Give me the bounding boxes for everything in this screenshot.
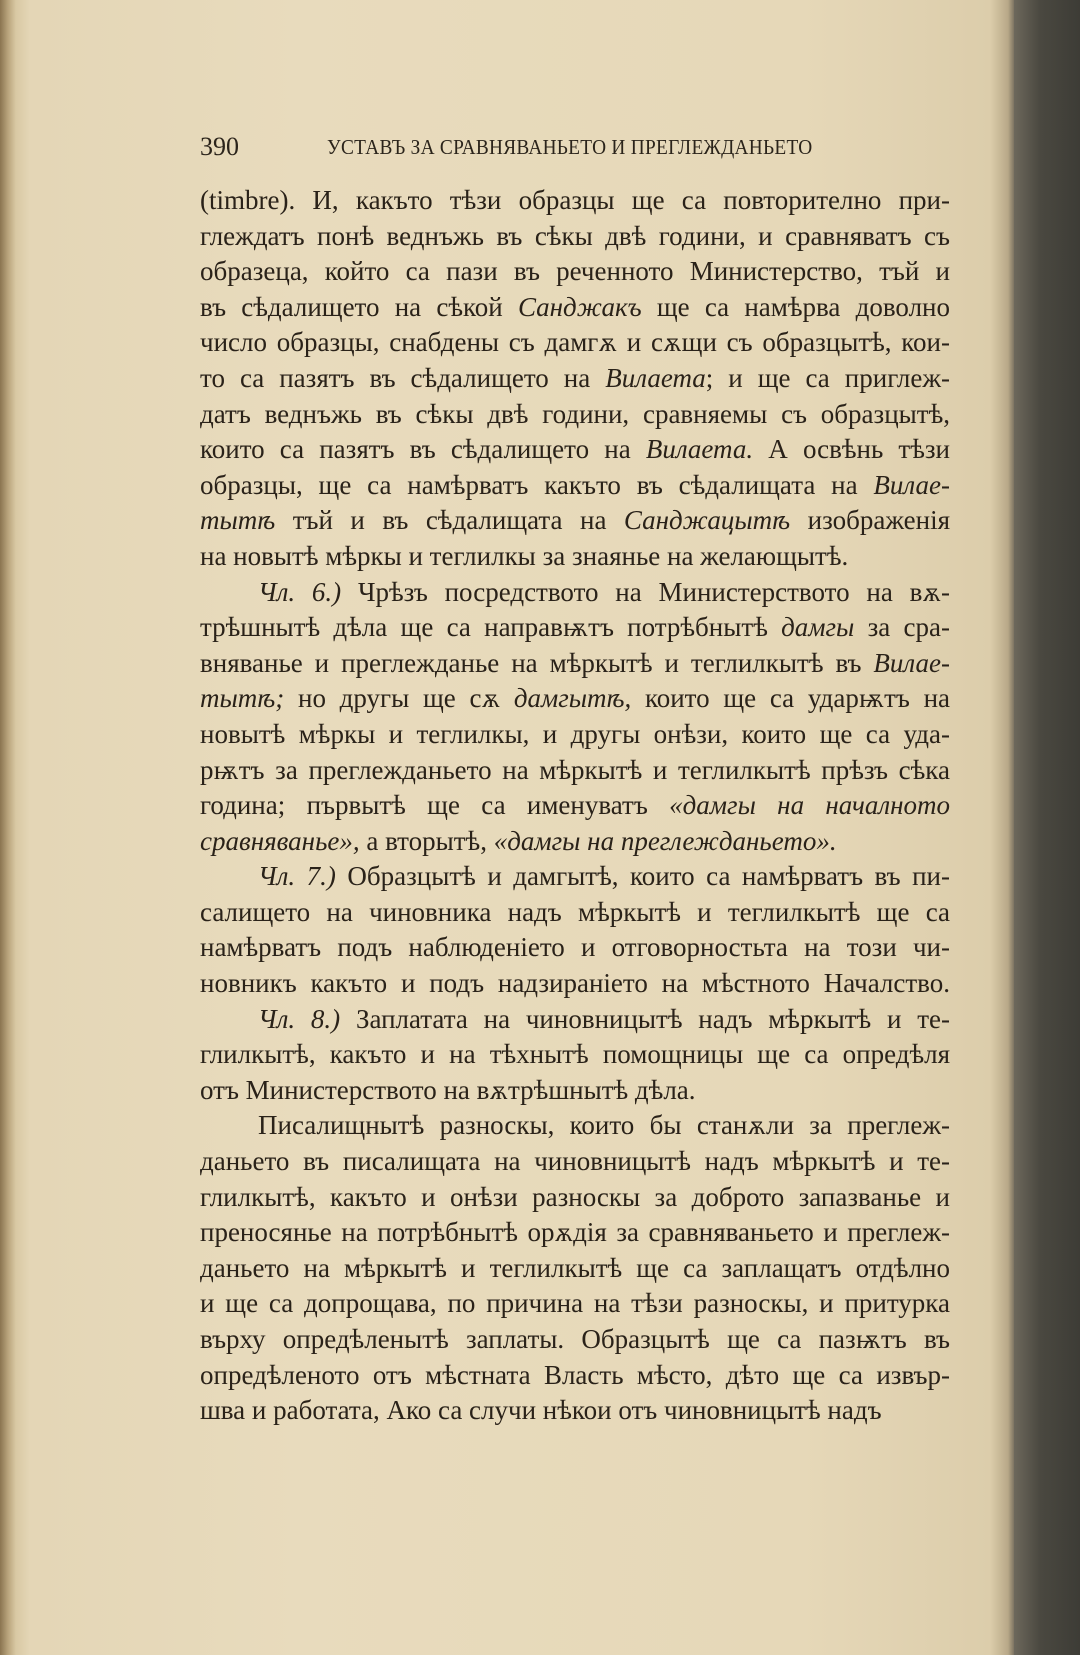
text-line [200,1393,950,1429]
text-line [200,1002,950,1038]
text-segment: на новытѣ мѣркы и теглилкы за знаянье на желающытѣ. [200,540,849,571]
text-line [200,1215,950,1251]
italic-text: Вилаета [605,362,706,393]
text-line [200,824,950,860]
paragraph [200,1108,950,1428]
text-line [200,539,950,575]
italic-text: Вилае- [873,647,950,678]
text-segment: въ сѣдалището на сѣкой [200,291,518,322]
text-segment: (timbre). И, какъто тѣзи образцы ще са повторително при- [200,185,950,215]
text-segment: които ще са ударѭтъ на [631,683,951,714]
text-line [200,290,950,326]
text-line [200,1108,950,1144]
text-line [200,610,950,646]
italic-text: Вилаета. [645,434,754,465]
text-segment: изображенія [790,505,950,536]
text-line [200,254,950,290]
text-line [200,717,950,753]
italic-text: Санджацытѣ [623,505,791,536]
text-segment: ще са намѣрва доволно [641,291,950,322]
text-segment: образцы, ще са намѣрватъ какъто въ сѣдалищата на [200,469,874,500]
text-segment: глилкытѣ, какъто и онѣзи разноскы за доброто запазванье и [200,1181,950,1212]
text-segment: шва и работата, Ако са случи нѣкои отъ чиновницытѣ надъ [200,1395,882,1426]
text-segment: година; първытѣ ще са именуватъ [200,790,670,821]
italic-text: «дамгы на началното [669,790,950,821]
text-line [200,930,950,966]
text-line [200,468,950,504]
text-segment: преносянье на потрѣбнытѣ орѫдія за сравняваньето и преглеж- [200,1217,950,1248]
text-line [200,1180,950,1216]
text-line [200,1073,950,1109]
italic-text: дамгы [781,612,855,643]
page-header [200,132,960,168]
text-line [200,895,950,931]
text-segment: А освѣнь тѣзи [753,434,950,465]
italic-text: тытѣ [200,505,276,536]
italic-text: тытѣ; [200,683,285,714]
text-segment: Образцытѣ и дамгытѣ, които са намѣрватъ въ пи- [335,861,950,892]
text-line [200,646,950,682]
text-segment: глилкытѣ, какъто и на тѣхнытѣ помощницы ще са опредѣля [200,1039,950,1070]
paragraph [200,859,950,1001]
text-segment: ; и ще са приглеж- [705,362,950,393]
text-segment: новникъ какъто и подъ надзираніето на мѣстното Началство. [200,968,950,999]
text-segment: то са пазятъ въ сѣдалището на [200,362,606,393]
italic-text: Чл. 6.) [258,576,342,607]
italic-text: Чл. 7.) [258,861,336,892]
text-line [200,575,950,611]
text-segment: образеца, който са пази въ реченното Министерство, тъй и [200,256,950,287]
text-segment: Чрѣзъ посредството на Министерството на вѫ- [341,576,950,607]
scan-background-edge [1014,0,1080,1655]
text-segment: а вторытѣ, [359,825,494,856]
italic-text: «дамгы на преглежданьето». [493,825,837,856]
text-segment: намѣрватъ подъ наблюденіето и отговорностьта на този чи- [200,932,950,963]
text-line [200,432,950,468]
text-line [200,1037,950,1073]
text-segment: но другы ще сѫ [284,683,514,714]
text-line [200,1286,950,1322]
italic-text: Вилае- [873,469,950,500]
italic-text: дамгытѣ, [513,683,632,714]
text-segment: за сра- [854,612,950,643]
text-segment: опредѣленото отъ мѣстната Власть мѣсто, дѣто ще са извър- [200,1359,950,1390]
text-segment: рѭтъ за преглежданьето на мѣркытѣ и теглилкытѣ прѣзъ сѣка [200,754,950,785]
text-line [200,788,950,824]
page-body-text [200,183,950,1429]
text-segment: трѣшнытѣ дѣла ще са направѭтъ потрѣбнытѣ [200,612,782,643]
text-line [200,397,950,433]
page-number: 390 [200,132,239,161]
italic-text: Санджакъ [517,291,642,322]
paragraph [200,183,950,575]
text-line [200,325,950,361]
text-line [200,966,950,1002]
text-line [200,1251,950,1287]
text-segment: даньето на мѣркытѣ и теглилкытѣ ще са заплащатъ отдѣлно [200,1252,950,1283]
text-line [200,219,950,255]
text-line [200,753,950,789]
text-segment: датъ веднъжь въ сѣкы двѣ години, сравняемы съ образцытѣ, [200,398,950,429]
text-segment: салището на чиновника надъ мѣркытѣ и теглилкытѣ ще са [200,896,950,927]
text-line [200,859,950,895]
text-segment: новытѣ мѣркы и теглилкы, и другы онѣзи, които ще са уда- [200,718,950,749]
text-line [200,183,950,219]
text-segment: които са пазятъ въ сѣдалището на [200,434,646,465]
text-segment: и ще са допрощава, по причина на тѣзи разноскы, и притурка [200,1288,950,1319]
text-line [200,1144,950,1180]
text-segment: тъй и въ сѣдалищата на [275,505,624,536]
paragraph [200,575,950,860]
text-segment: върху опредѣленытѣ заплаты. Образцытѣ ще са пазѭтъ въ [200,1324,950,1354]
text-segment: глеждатъ понѣ веднъжь въ сѣкы двѣ години, и сравняватъ съ [200,220,950,251]
italic-text: сравняванье», [200,825,360,856]
paragraph [200,1002,950,1109]
text-line [200,1322,950,1358]
text-segment: отъ Министерството на вѫтрѣшнытѣ дѣла. [200,1074,696,1105]
text-segment: даньето въ писалищата на чиновницытѣ надъ мѣркытѣ и те- [200,1146,950,1177]
text-segment: Заплатата на чиновницытѣ надъ мѣркытѣ и те- [340,1003,950,1034]
italic-text: Чл. 8.) [258,1003,341,1034]
running-title: УСТАВЪ ЗА СРАВНЯВАНЬЕТО И ПРЕГЛЕЖДАНЬЕТО [327,135,813,159]
text-line [200,1358,950,1394]
text-segment: вняванье и преглежданье на мѣркытѣ и теглилкытѣ въ [200,647,874,678]
text-segment: Писалищнытѣ разноскы, които бы станѫли за преглеж- [258,1110,950,1141]
text-line [200,361,950,397]
text-segment: число образцы, снабдены съ дамгѫ и сѫщи съ образцытѣ, кои- [200,327,950,358]
text-line [200,503,950,539]
text-line [200,681,950,717]
